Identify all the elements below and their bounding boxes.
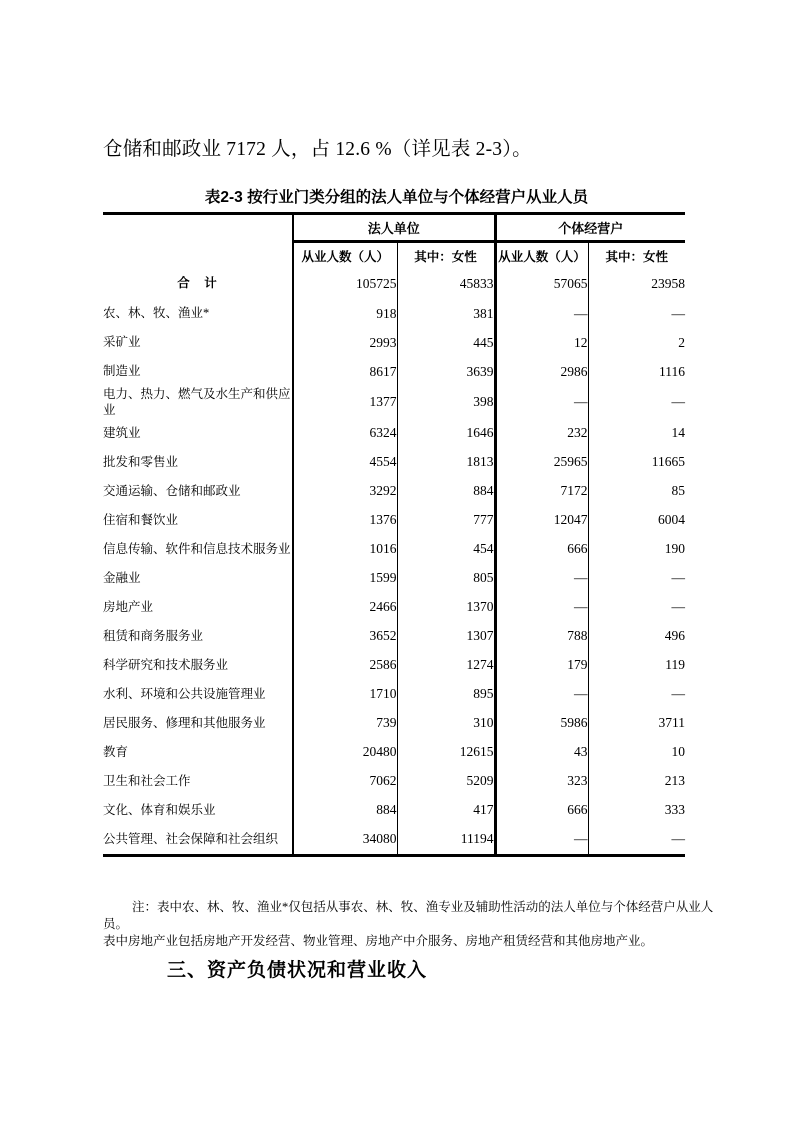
cell-value: 4554 xyxy=(293,448,397,477)
cell-value: 1646 xyxy=(397,419,495,448)
row-label: 水利、环境和公共设施管理业 xyxy=(103,686,266,701)
cell-value: 1813 xyxy=(397,448,495,477)
cell-value: 25965 xyxy=(495,448,588,477)
cell-value: — xyxy=(495,825,588,856)
cell-value: 2586 xyxy=(293,651,397,680)
cell-value: — xyxy=(495,299,588,328)
cell-value: 34080 xyxy=(293,825,397,856)
cell-value: 417 xyxy=(397,796,495,825)
cell-value: 445 xyxy=(397,328,495,357)
cell-value: 381 xyxy=(397,299,495,328)
cell-value: 323 xyxy=(495,767,588,796)
cell-value: 119 xyxy=(588,651,685,680)
cell-value: 1370 xyxy=(397,593,495,622)
cell-value: 777 xyxy=(397,506,495,535)
table-row xyxy=(103,825,685,856)
row-label: 电力、热力、燃气及水生产和供应业 xyxy=(103,387,291,418)
cell-value: 7172 xyxy=(495,477,588,506)
cell-value: — xyxy=(588,825,685,856)
table-row xyxy=(103,680,685,709)
table-row xyxy=(103,564,685,593)
row-label: 居民服务、修理和其他服务业 xyxy=(103,715,266,730)
cell-value: 85 xyxy=(588,477,685,506)
cell-value: 11194 xyxy=(397,825,495,856)
subheader-legal-female: 其中：女性 xyxy=(397,242,495,269)
cell-value: 2 xyxy=(588,328,685,357)
row-label: 教育 xyxy=(103,744,129,759)
cell-value: 5986 xyxy=(495,709,588,738)
row-label: 房地产业 xyxy=(103,599,154,614)
cell-value: 805 xyxy=(397,564,495,593)
cell-value: 3292 xyxy=(293,477,397,506)
cell-value: — xyxy=(588,564,685,593)
cell-value: 2466 xyxy=(293,593,397,622)
cell-value: 7062 xyxy=(293,767,397,796)
column-group-legal-entities: 法人单位 xyxy=(293,214,495,242)
cell-value: 57065 xyxy=(495,268,588,299)
table-row xyxy=(103,386,685,419)
total-row xyxy=(103,268,685,299)
subheader-legal-employed: 从业人数（人） xyxy=(293,242,397,269)
cell-value: — xyxy=(588,593,685,622)
table-row xyxy=(103,651,685,680)
cell-value: 5209 xyxy=(397,767,495,796)
table-row xyxy=(103,328,685,357)
cell-value: 398 xyxy=(397,386,495,419)
cell-value: 496 xyxy=(588,622,685,651)
row-label: 租赁和商务服务业 xyxy=(103,628,204,643)
table-row xyxy=(103,709,685,738)
cell-value: 232 xyxy=(495,419,588,448)
subheader-individual-female: 其中：女性 xyxy=(588,242,685,269)
table-row xyxy=(103,299,685,328)
table-row xyxy=(103,477,685,506)
cell-value: 3711 xyxy=(588,709,685,738)
table-body xyxy=(103,268,685,855)
row-label: 住宿和餐饮业 xyxy=(103,512,179,527)
cell-value: 1599 xyxy=(293,564,397,593)
table-note-line-1: 注：表中农、林、牧、渔业*仅包括从事农、林、牧、渔专业及辅助性活动的法人单位与个体经营户从业人员。 xyxy=(103,900,714,931)
table-row xyxy=(103,506,685,535)
row-label: 交通运输、仓储和邮政业 xyxy=(103,483,241,498)
row-label: 金融业 xyxy=(103,570,141,585)
cell-value: 10 xyxy=(588,738,685,767)
row-label: 采矿业 xyxy=(103,335,141,350)
cell-value: 1016 xyxy=(293,535,397,564)
cell-value: 12615 xyxy=(397,738,495,767)
table-row xyxy=(103,622,685,651)
cell-value: 20480 xyxy=(293,738,397,767)
cell-value: 918 xyxy=(293,299,397,328)
table-row xyxy=(103,448,685,477)
row-label: 信息传输、软件和信息技术服务业 xyxy=(103,541,291,556)
cell-value: 3639 xyxy=(397,357,495,386)
cell-value: 884 xyxy=(397,477,495,506)
table-row xyxy=(103,357,685,386)
intro-paragraph: 仓储和邮政业 7172 人，占 12.6 %（详见表 2-3）。 xyxy=(103,139,532,160)
cell-value: 6004 xyxy=(588,506,685,535)
cell-value: 6324 xyxy=(293,419,397,448)
row-label: 农、林、牧、渔业* xyxy=(103,306,210,321)
cell-value: 884 xyxy=(293,796,397,825)
column-group-individual-businesses: 个体经营户 xyxy=(495,214,685,242)
cell-value: 333 xyxy=(588,796,685,825)
cell-value: 1307 xyxy=(397,622,495,651)
row-label: 公共管理、社会保障和社会组织 xyxy=(103,831,279,846)
cell-value: 3652 xyxy=(293,622,397,651)
cell-value: 14 xyxy=(588,419,685,448)
cell-value: 1710 xyxy=(293,680,397,709)
section-heading: 三、资产负债状况和营业收入 xyxy=(167,960,428,981)
cell-value: 1376 xyxy=(293,506,397,535)
cell-value: 1116 xyxy=(588,357,685,386)
row-label: 制造业 xyxy=(103,364,141,379)
cell-value: 105725 xyxy=(293,268,397,299)
cell-value: 213 xyxy=(588,767,685,796)
table-row xyxy=(103,419,685,448)
row-label: 批发和零售业 xyxy=(103,454,179,469)
cell-value: — xyxy=(588,299,685,328)
table-row xyxy=(103,535,685,564)
cell-value: 2993 xyxy=(293,328,397,357)
row-label: 建筑业 xyxy=(103,425,141,440)
cell-value: 454 xyxy=(397,535,495,564)
cell-value: 43 xyxy=(495,738,588,767)
table-note-line-2: 表中房地产业包括房地产开发经营、物业管理、房地产中介服务、房地产租赁经营和其他房地产业。 xyxy=(103,934,654,948)
cell-value: — xyxy=(495,386,588,419)
cell-value: 666 xyxy=(495,535,588,564)
cell-value: 788 xyxy=(495,622,588,651)
cell-value: 666 xyxy=(495,796,588,825)
column-group-row xyxy=(103,214,685,242)
row-label: 合 计 xyxy=(177,276,218,291)
cell-value: 1274 xyxy=(397,651,495,680)
table-row xyxy=(103,796,685,825)
cell-value: 23958 xyxy=(588,268,685,299)
cell-value: 190 xyxy=(588,535,685,564)
cell-value: 310 xyxy=(397,709,495,738)
subheader-individual-employed: 从业人数（人） xyxy=(495,242,588,269)
row-label: 科学研究和技术服务业 xyxy=(103,657,229,672)
cell-value: 895 xyxy=(397,680,495,709)
cell-value: — xyxy=(495,564,588,593)
employment-table xyxy=(103,212,685,857)
cell-value: 12 xyxy=(495,328,588,357)
cell-value: — xyxy=(495,593,588,622)
cell-value: 45833 xyxy=(397,268,495,299)
cell-value: 11665 xyxy=(588,448,685,477)
table-row xyxy=(103,767,685,796)
cell-value: — xyxy=(588,386,685,419)
cell-value: 2986 xyxy=(495,357,588,386)
cell-value: 1377 xyxy=(293,386,397,419)
table-row xyxy=(103,738,685,767)
cell-value: 8617 xyxy=(293,357,397,386)
table-header xyxy=(103,214,685,269)
table-row xyxy=(103,593,685,622)
cell-value: 739 xyxy=(293,709,397,738)
stub-header-cell xyxy=(103,214,293,269)
cell-value: 12047 xyxy=(495,506,588,535)
cell-value: 179 xyxy=(495,651,588,680)
table-title: 表2-3 按行业门类分组的法人单位与个体经营户从业人员 xyxy=(204,189,589,206)
row-label: 文化、体育和娱乐业 xyxy=(103,802,216,817)
row-label: 卫生和社会工作 xyxy=(103,773,191,788)
cell-value: — xyxy=(495,680,588,709)
cell-value: — xyxy=(588,680,685,709)
